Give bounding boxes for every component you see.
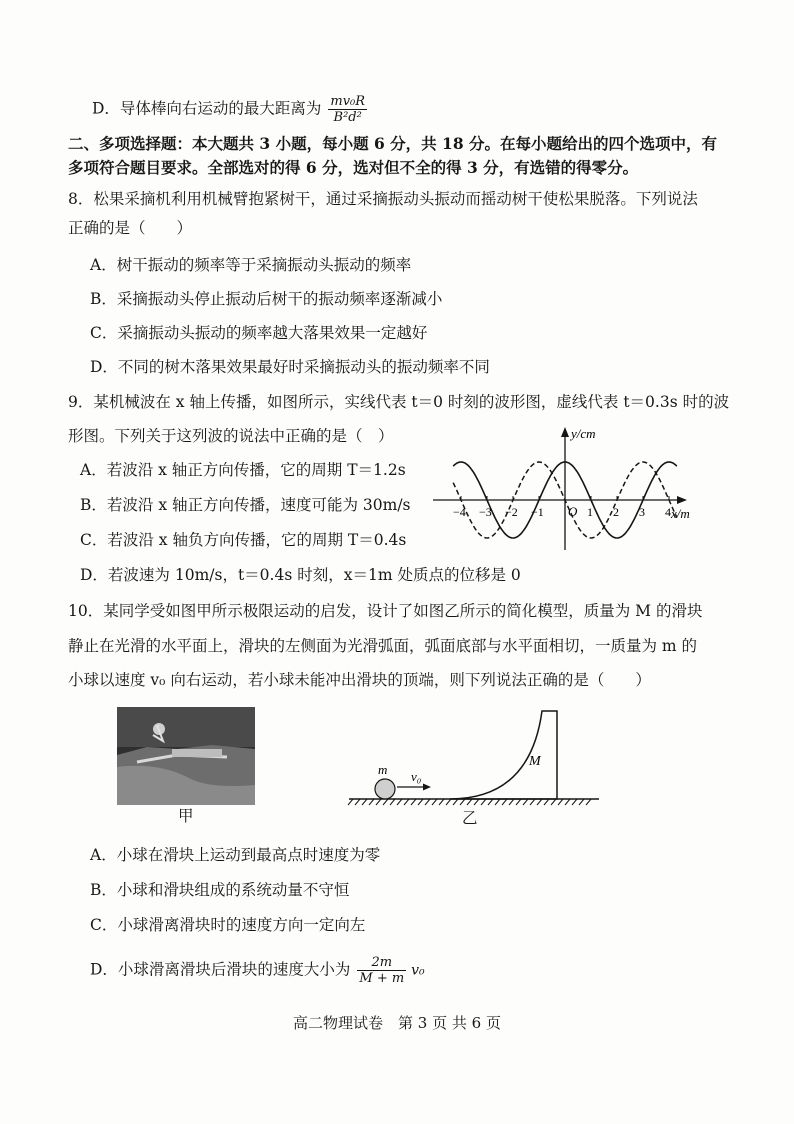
label-v0: v₀ bbox=[411, 769, 422, 784]
q8-option-b: B．采摘振动头停止振动后树干的振动频率逐渐减小 bbox=[90, 290, 443, 308]
q9-option-a: A．若波沿 x 轴正方向传播，它的周期 T＝1.2s bbox=[80, 461, 406, 479]
origin-label: O bbox=[568, 504, 578, 519]
q9-wave-graph bbox=[425, 422, 695, 557]
q8-stem-2: 正确的是（ ） bbox=[68, 219, 193, 237]
hatch-mark bbox=[544, 799, 549, 805]
hatch-mark bbox=[369, 799, 374, 805]
hatch-mark bbox=[530, 799, 535, 805]
q9-stem-2: 形图。下列关于这列波的说法中正确的是（ ） bbox=[68, 427, 394, 445]
q9-stem-1: 9．某机械波在 x 轴上传播，如图所示，实线代表 t＝0 时刻的波形图，虚线代表 t＝0.3s 时的波 bbox=[68, 393, 730, 411]
hatch-mark bbox=[523, 799, 528, 805]
x-tick-label: 4 bbox=[665, 505, 671, 519]
hatch-mark bbox=[537, 799, 542, 805]
q10-stem-2: 静止在光滑的水平面上，滑块的左侧面为光滑弧面，弧面底部与水平面相切，一质量为 m 的 bbox=[68, 637, 698, 655]
hatch-mark bbox=[439, 799, 444, 805]
x-axis-label: x/m bbox=[671, 506, 690, 521]
y-axis-arrow-icon bbox=[561, 427, 569, 437]
q9-option-c: C．若波沿 x 轴负方向传播，它的周期 T＝0.4s bbox=[80, 531, 407, 549]
q10-option-a: A．小球在滑块上运动到最高点时速度为零 bbox=[90, 846, 381, 864]
fig-label-jia: 甲 bbox=[178, 807, 194, 825]
q8-option-a: A．树干振动的频率等于采摘振动头振动的频率 bbox=[90, 256, 412, 274]
hatch-mark bbox=[376, 799, 381, 805]
slider-block bbox=[450, 711, 557, 799]
x-tick-label: 3 bbox=[639, 505, 645, 519]
hatch-mark bbox=[460, 799, 465, 805]
hatch-mark bbox=[558, 799, 563, 805]
hatch-mark bbox=[383, 799, 388, 805]
section2-line2: 多项符合题目要求。全部选对的得 6 分，选对但不全的得 3 分，有选错的得零分。 bbox=[68, 158, 639, 177]
x-axis-arrow-icon bbox=[677, 496, 687, 504]
q8-option-d: D．不同的树木落果效果最好时采摘振动头的振动频率不同 bbox=[90, 358, 490, 376]
ball bbox=[375, 779, 395, 799]
q7-fraction: $\frac{\text{mv₀R}}{\text{B²d²}}$ bbox=[330, 94, 366, 125]
y-axis-label: y/cm bbox=[571, 426, 596, 441]
x-tick-label: −4 bbox=[453, 505, 466, 519]
q8-option-c: C．采摘振动头振动的频率越大落果效果一定越好 bbox=[90, 324, 428, 342]
hatch-mark bbox=[348, 799, 353, 805]
hatch-mark bbox=[516, 799, 521, 805]
hatch-mark bbox=[551, 799, 556, 805]
hatch-mark bbox=[453, 799, 458, 805]
q10-slider-diagram bbox=[345, 703, 605, 808]
hatch-mark bbox=[502, 799, 507, 805]
hatch-mark bbox=[474, 799, 479, 805]
q10-option-b: B．小球和滑块组成的系统动量不守恒 bbox=[90, 881, 350, 899]
hatch-mark bbox=[390, 799, 395, 805]
fig-label-yi: 乙 bbox=[462, 809, 478, 827]
hatch-mark bbox=[481, 799, 486, 805]
velocity-arrow-head-icon bbox=[423, 784, 431, 791]
q10-stem-3: 小球以速度 v₀ 向右运动，若小球未能冲出滑块的顶端，则下列说法正确的是（ ） bbox=[68, 671, 651, 689]
x-tick-label: 1 bbox=[587, 505, 593, 519]
hatch-mark bbox=[586, 799, 591, 805]
hatch-mark bbox=[404, 799, 409, 805]
q10-fraction: $\frac{2m}{M + m}$ bbox=[359, 955, 405, 986]
hatch-mark bbox=[579, 799, 584, 805]
hatch-mark bbox=[467, 799, 472, 805]
hatch-mark bbox=[488, 799, 493, 805]
q7-option-d: D．导体棒向右运动的最大距离为 $\frac{\text{mv₀R}}{\text{B²d²}}$ bbox=[92, 94, 366, 125]
q9-option-d: D．若波速为 10m/s，t＝0.4s 时刻，x＝1m 处质点的位移是 0 bbox=[80, 566, 521, 584]
hatch-mark bbox=[495, 799, 500, 805]
hatch-mark bbox=[565, 799, 570, 805]
hatch-mark bbox=[432, 799, 437, 805]
q10-option-c: C．小球滑离滑块时的速度方向一定向左 bbox=[90, 916, 366, 934]
hatch-mark bbox=[425, 799, 430, 805]
q10-stem-1: 10．某同学受如图甲所示极限运动的启发，设计了如图乙所示的简化模型，质量为 M 的滑块 bbox=[68, 602, 703, 620]
hatch-mark bbox=[446, 799, 451, 805]
hatch-mark bbox=[362, 799, 367, 805]
hatch-mark bbox=[418, 799, 423, 805]
label-m: m bbox=[378, 762, 388, 777]
extreme-sport-photo bbox=[117, 707, 255, 805]
label-M: M bbox=[529, 754, 541, 769]
q8-stem-1: 8．松果采摘机利用机械臂抱紧树干，通过采摘振动头振动而摇动树干使松果脱落。下列说法 bbox=[68, 190, 698, 208]
hatch-mark bbox=[509, 799, 514, 805]
x-tick-label: −2 bbox=[505, 505, 518, 519]
hatch-mark bbox=[355, 799, 360, 805]
x-tick-label: −1 bbox=[531, 505, 544, 519]
page-footer: 高二物理试卷 第 3 页 共 6 页 bbox=[293, 1014, 501, 1032]
x-tick-label: −3 bbox=[479, 505, 492, 519]
hatch-mark bbox=[411, 799, 416, 805]
hatch-mark bbox=[397, 799, 402, 805]
q10-option-d: D．小球滑离滑块后滑块的速度大小为 $\frac{2m}{M + m}$ v₀ bbox=[90, 955, 425, 986]
hatch-mark bbox=[572, 799, 577, 805]
q9-option-b: B．若波沿 x 轴正方向传播，速度可能为 30m/s bbox=[80, 496, 411, 514]
ground-hatching bbox=[348, 799, 591, 805]
x-tick-label: 2 bbox=[613, 505, 619, 519]
section2-line1: 二、多项选择题：本大题共 3 小题，每小题 6 分，共 18 分。在每小题给出的四个选项中，有 bbox=[68, 134, 718, 153]
photo-illustration bbox=[117, 707, 255, 805]
